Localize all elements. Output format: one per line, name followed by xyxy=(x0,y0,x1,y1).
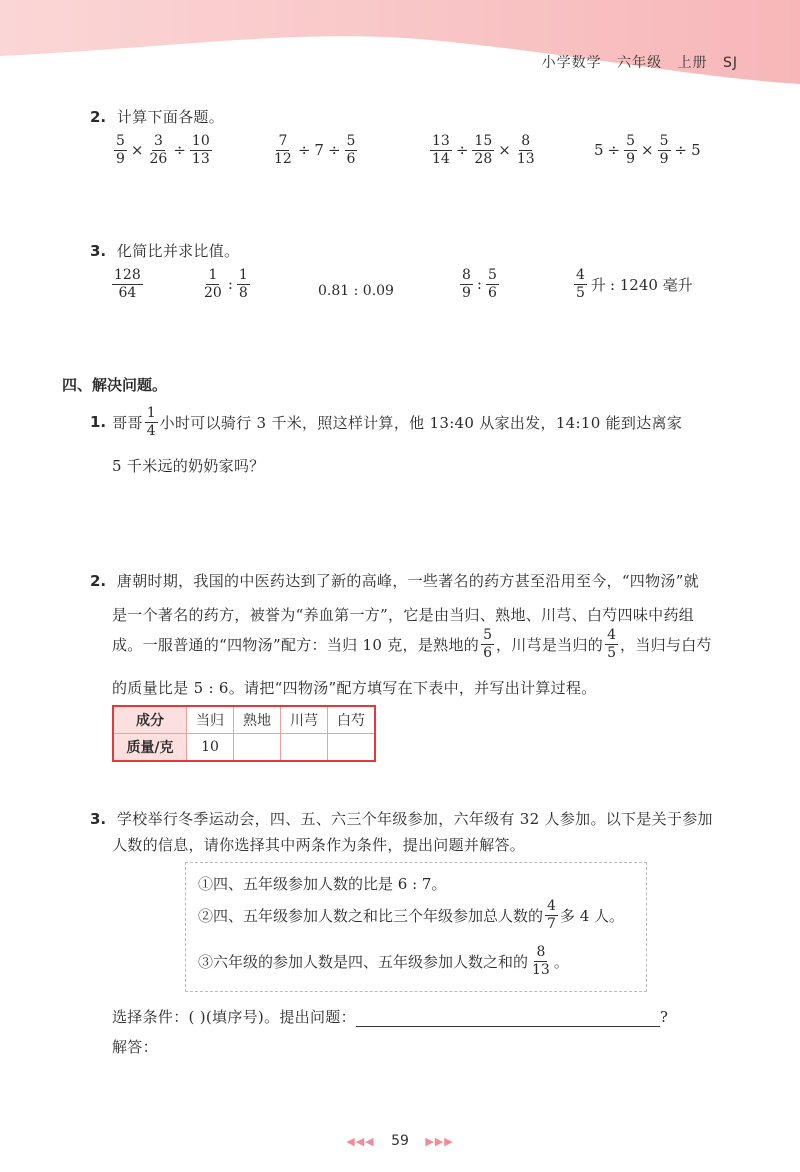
p2-line-2: 是一个著名的药方，被誉为“养血第一方”，它是由当归、熟地、川芎、白芍四味中药组 xyxy=(112,606,695,624)
table-cell: 白芍 xyxy=(328,706,376,734)
p3-line-1: 3. 学校举行冬季运动会，四、五、六三个年级参加，六年级有 32 人参加。以下是关于参加 xyxy=(90,810,713,828)
header-edition: SJ xyxy=(722,55,738,71)
fraction: $\frac{5}{6}$ xyxy=(483,627,492,661)
table-header-mass: 质量/克 xyxy=(113,734,187,762)
q3-ratio-3: 0.81 : 0.09 xyxy=(318,283,394,299)
fraction: $\frac{8}{13}$ xyxy=(516,133,535,167)
fraction: $\frac{4}{5}$ xyxy=(576,267,585,301)
condition-2: ②四、五年级参加人数之和比三个年级参加总人数的 $\frac{4}{7}$ 多 4 人。 xyxy=(198,898,625,932)
section-4-title: 四、解决问题。 xyxy=(62,376,168,394)
p2-line-1: 2. 唐朝时期，我国的中医药达到了新的高峰，一些著名的药方甚至沿用至今，“四物汤”就 xyxy=(90,572,699,590)
header-grade: 六年级 xyxy=(617,55,663,71)
conditions-box xyxy=(185,862,647,992)
fraction: $\frac{13}{14}$ xyxy=(432,133,450,167)
table-header-ingredient: 成分 xyxy=(113,706,187,734)
table-cell-blank[interactable] xyxy=(234,734,281,762)
p1-line-2: 5 千米远的奶奶家吗？ xyxy=(112,457,265,475)
q3-ratio-5: $\frac{4}{5}$ 升 : 1240 毫升 xyxy=(576,267,693,301)
fraction: $\frac{15}{28}$ xyxy=(474,133,493,167)
q2-expr-2: $\frac{7}{12}$ ÷ 7 ÷ $\frac{5}{6}$ xyxy=(274,133,356,167)
q2-expr-1: $\frac{5}{9}$ × $\frac{3}{26}$ ÷ $\frac{10}{13}$ xyxy=(116,133,210,167)
p1-line-1: 1. 哥哥 $\frac{1}{4}$ 小时可以骑行 3 千米，照这样计算，他 13:40 从家出发，14:10 能到达离家 xyxy=(90,405,683,439)
fraction: $\frac{10}{13}$ xyxy=(191,133,210,167)
q3-ratio-4: $\frac{8}{9}$ : $\frac{5}{6}$ xyxy=(462,267,497,301)
fraction: $\frac{5}{6}$ xyxy=(487,267,497,301)
fraction: $\frac{1}{4}$ xyxy=(146,405,156,439)
fraction: $\frac{4}{5}$ xyxy=(607,627,617,661)
fraction: $\frac{5}{9}$ xyxy=(659,133,669,167)
q3-title: 化简比并求比值。 xyxy=(116,242,240,260)
fraction: $\frac{7}{12}$ xyxy=(274,133,292,167)
fraction: $\frac{3}{26}$ xyxy=(149,133,168,167)
condition-1: ①四、五年级参加人数的比是 6 : 7。 xyxy=(198,875,447,893)
table-cell: 川芎 xyxy=(281,706,328,734)
p2-line-4: 的质量比是 5 : 6。请把“四物汤”配方填写在下表中，并写出计算过程。 xyxy=(112,679,597,697)
recipe-table xyxy=(112,705,376,762)
p2-line-3: 成。一服普通的“四物汤”配方：当归 10 克，是熟地的 $\frac{5}{6}$ ，川芎是当归的 $\frac{4}{5}$ ，当归与白芍 xyxy=(112,627,712,661)
q2-title: 计算下面各题。 xyxy=(116,108,225,126)
p3-number: 3. xyxy=(90,810,107,828)
q2-expr-3: $\frac{13}{14}$ ÷ $\frac{15}{28}$ × $\frac{8}{13}$ xyxy=(432,133,535,167)
fraction: $\frac{128}{64}$ xyxy=(114,267,141,301)
header-volume: 上册 xyxy=(677,55,708,71)
header-book-info xyxy=(542,52,738,72)
q2-heading xyxy=(90,106,224,127)
fraction: $\frac{5}{6}$ xyxy=(346,133,356,167)
table-cell: 当归 xyxy=(187,706,234,734)
left-arrows-icon: ◀◀◀ xyxy=(346,1135,375,1148)
q3-ratio-1 xyxy=(110,268,145,300)
fraction: $\frac{4}{7}$ xyxy=(547,898,556,932)
table-cell-blank[interactable] xyxy=(328,734,376,762)
fraction: $\frac{5}{9}$ xyxy=(116,133,125,167)
q2-number: 2. xyxy=(90,108,107,126)
q3-number: 3. xyxy=(90,242,107,260)
fraction: $\frac{8}{13}$ xyxy=(532,944,550,978)
table-cell-blank[interactable] xyxy=(281,734,328,762)
fraction: $\frac{1}{8}$ xyxy=(238,267,248,301)
answer-label: 解答： xyxy=(112,1038,158,1056)
p3-line-2: 人数的信息，请你选择其中两条作为条件，提出问题并解答。 xyxy=(112,836,526,854)
table-cell: 熟地 xyxy=(234,706,281,734)
page-header xyxy=(0,0,800,92)
header-subject: 小学数学 xyxy=(541,55,602,71)
table-row xyxy=(113,706,375,734)
table-cell: 10 xyxy=(187,734,234,762)
condition-3: ③六年级的参加人数是四、五年级参加人数之和的 $\frac{8}{13}$ 。 xyxy=(198,944,569,978)
fraction: $\frac{8}{9}$ xyxy=(462,267,471,301)
p1-number: 1. xyxy=(90,413,107,432)
question-blank[interactable] xyxy=(356,1012,660,1027)
header-wave xyxy=(0,0,800,92)
q2-expr-4: 5 ÷ $\frac{5}{9}$ × $\frac{5}{9}$ ÷ 5 xyxy=(594,133,701,167)
p2-number: 2. xyxy=(90,572,107,590)
table-row xyxy=(113,734,375,762)
fraction: $\frac{1}{20}$ xyxy=(204,267,222,301)
page-number: 59 xyxy=(391,1133,409,1149)
question-mark: ? xyxy=(659,1008,669,1026)
fraction: $\frac{5}{9}$ xyxy=(626,133,636,167)
choose-condition-prompt: 选择条件：( )(填序号)。提出问题： xyxy=(112,1008,356,1026)
right-arrows-icon: ▶▶▶ xyxy=(425,1135,454,1148)
page-footer xyxy=(0,1133,800,1149)
choose-condition-line xyxy=(112,1006,668,1027)
q3-heading xyxy=(90,240,239,261)
q3-ratio-2: $\frac{1}{20}$ : $\frac{1}{8}$ xyxy=(204,267,248,301)
